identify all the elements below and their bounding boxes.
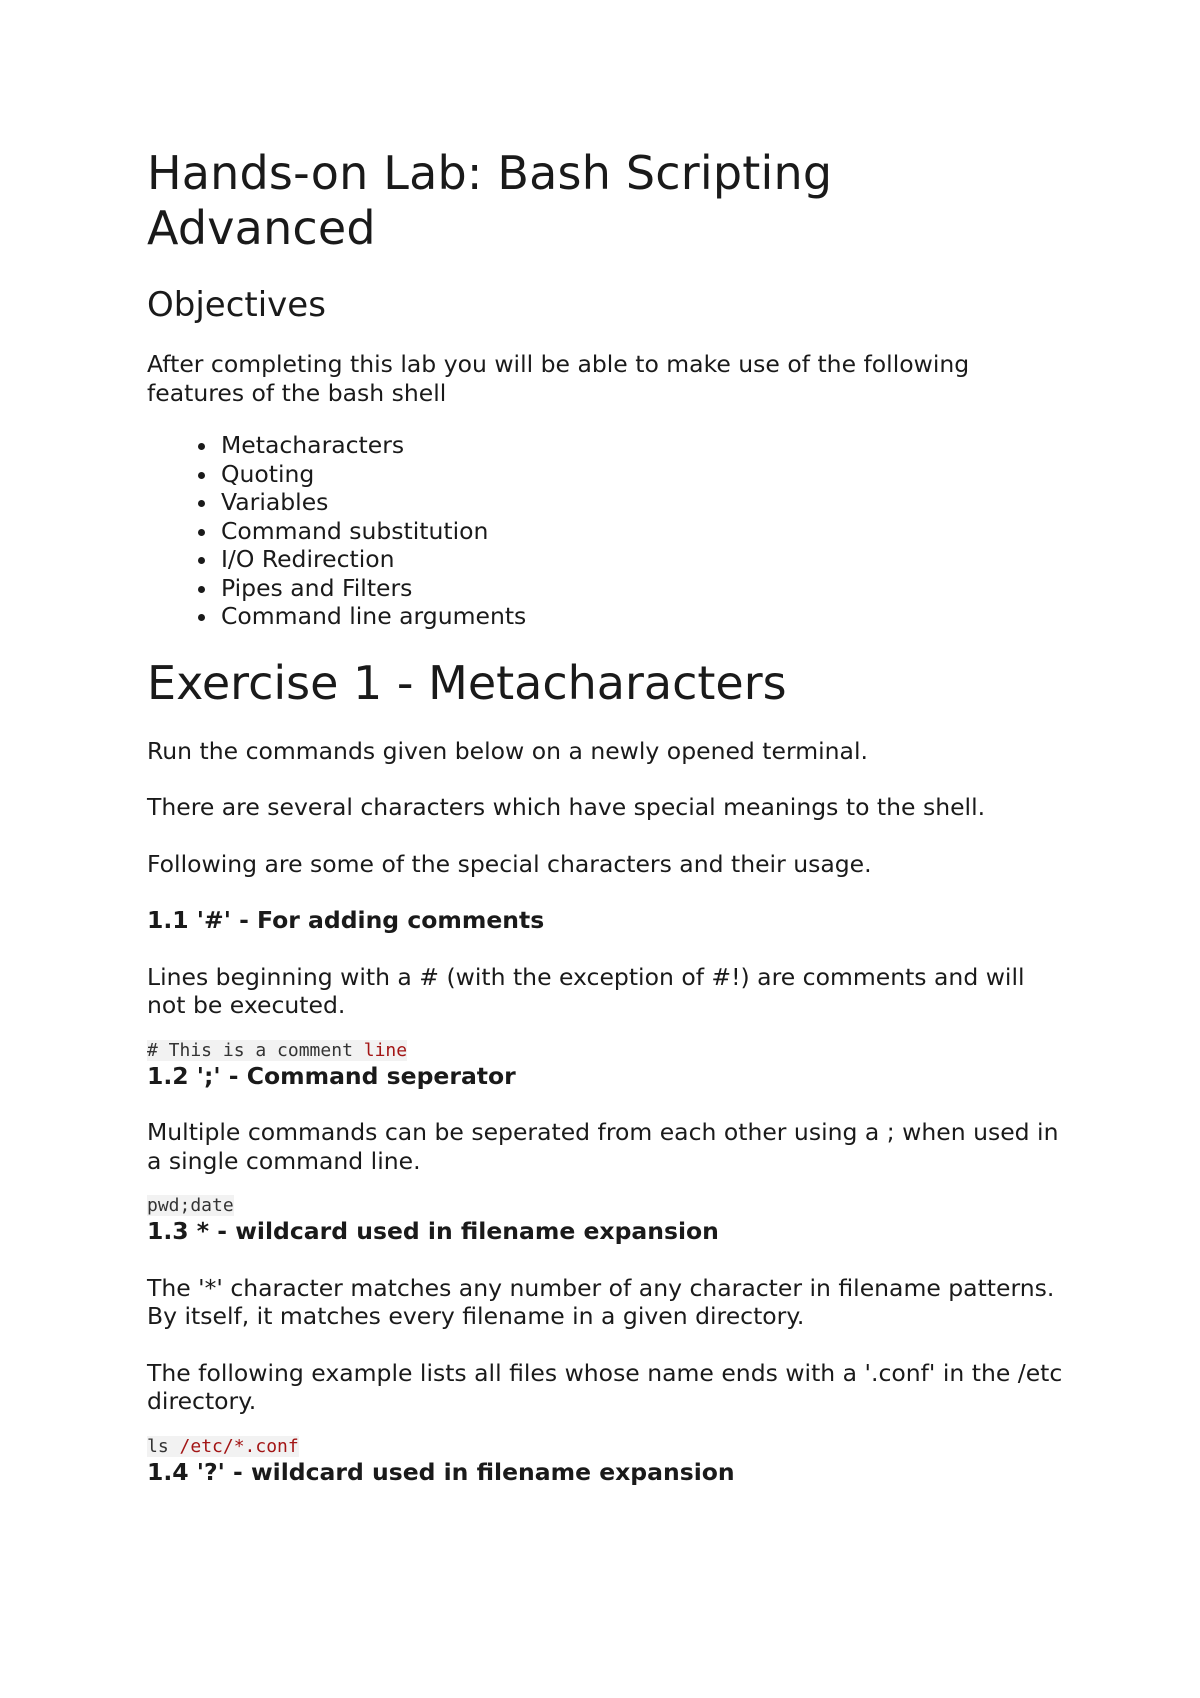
section-1-3-text-1: The '*' character matches any number of any character in filename patterns. By itself, it matches every filename in a given directory.	[147, 1273, 1055, 1330]
code-block-comment	[147, 1040, 1070, 1062]
code-block-command-separator	[147, 1195, 1070, 1217]
list-item: • Command line arguments	[219, 602, 1070, 631]
objectives-heading: Objectives	[147, 285, 326, 325]
objectives-list	[147, 431, 1070, 631]
objectives-intro: After completing this lab you will be able to make use of the following features of the bash shell	[147, 350, 970, 407]
exercise-1-paragraph-2: There are several characters which have special meanings to the shell.	[147, 793, 986, 821]
exercise-1-paragraph-3: Following are some of the special characters and their usage.	[147, 849, 872, 878]
section-1-2-text: Multiple commands can be seperated from each other using a ; when used in a single command line.	[147, 1118, 1059, 1175]
code-ls-path: /etc/*.conf	[179, 1435, 299, 1457]
code-comment-text: # This is a comment	[147, 1039, 364, 1061]
exercise-1-paragraph-1: Run the commands given below on a newly opened terminal.	[147, 736, 868, 765]
list-item: • I/O Redirection	[219, 545, 1070, 574]
code-block-wildcard	[147, 1436, 1070, 1458]
list-item: • Quoting	[219, 460, 1070, 489]
section-1-3-heading: 1.3 * - wildcard used in filename expansion	[147, 1217, 719, 1245]
section-1-4-heading: 1.4 '?' - wildcard used in filename expansion	[147, 1457, 735, 1486]
section-1-1-heading: 1.1 '#' - For adding comments	[147, 906, 545, 934]
list-item: • Variables	[219, 488, 1070, 517]
list-item: • Pipes and Filters	[219, 574, 1070, 603]
section-1-3-text-2: The following example lists all files whose name ends with a '.conf' in the /etc directory.	[147, 1358, 1063, 1415]
code-pwd-date: pwd;date	[147, 1195, 234, 1216]
list-item: • Command substitution	[219, 517, 1070, 546]
section-1-1-text: Lines beginning with a # (with the exception of #!) are comments and will not be executed.	[147, 962, 1025, 1019]
exercise-1-heading: Exercise 1 - Metacharacters	[147, 655, 787, 710]
list-item: • Metacharacters	[219, 431, 1070, 460]
section-1-2-heading: 1.2 ';' - Command seperator	[147, 1061, 516, 1090]
document-title: Hands-on Lab: Bash Scripting Advanced	[147, 146, 833, 255]
code-comment-keyword: line	[363, 1039, 408, 1061]
code-ls: ls	[147, 1435, 180, 1457]
